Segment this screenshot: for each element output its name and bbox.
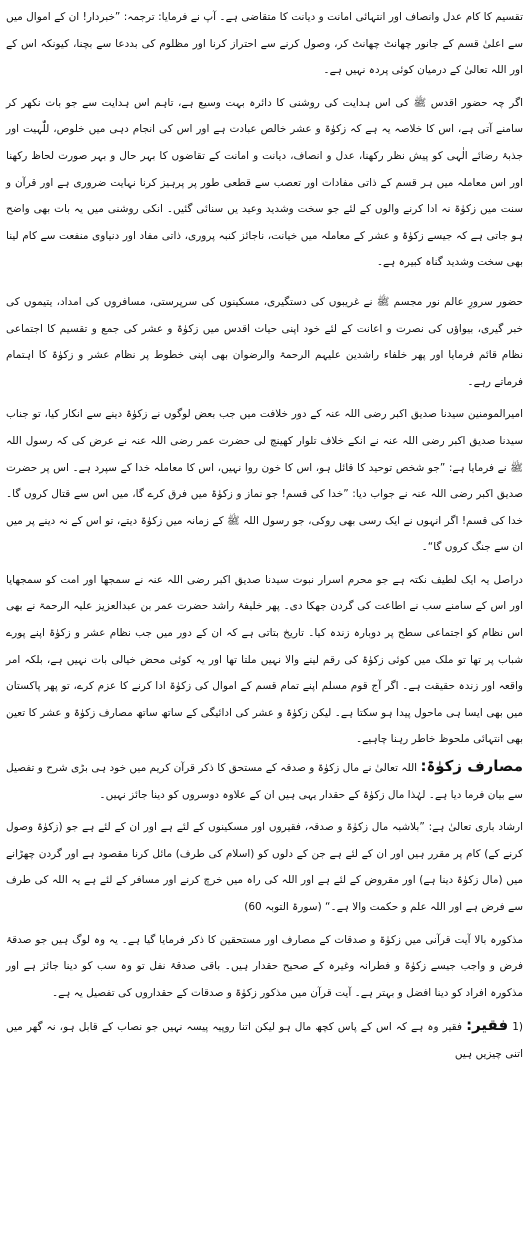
paragraph-guidance-summary: اگر چہ حضور اقدس ﷺ کی اس ہدایت کی روشنی کا دائرہ بہت وسیع ہے، تاہم اس ہدایت سے جو بات نکھر کر سامنے آتی ہے، اس کا خلاصہ یہ ہے کہ زکوٰۃ و عشر خالص عبادت ہے اور اس کی انجام دہی میں خلوص، للّٰہیت اور جذبۂ رضائے الٰہی کو پیش نظر رکھنا، عدل و انصاف، دیانت و امانت کے تقاضوں کا بہر حال و بہر صورت لحاظ رکھنا اور اس معاملہ میں ہر قسم کے ذاتی مفادات اور تعصب سے قطعی طور پر پرہیز کرنا نہایت ضروری ہے اور قرآن و سنت میں زکوٰۃ نہ ادا کرنے والوں کے لئے جو سخت وشدید وعید یں سنائی گئیں۔ انکی روشنی میں یہ بات بھی واضح ہو جاتی ہے کہ جیسے زکوٰۃ و عشر کے معاملہ میں خیانت، ناجائز کنبہ پروری، ذاتی مفاد اور دنیاوی منفعت سے کام لینا بھی سخت وشدید گناہ کبیرہ ہے۔ (6, 96, 523, 269)
paragraph-abu-bakr: امیرالمومنین سیدنا صدیق اکبر رضی اللہ عنہ کے دور خلافت میں جب بعض لوگوں نے زکوٰۃ دینے سے انکار کیا، تو جناب سیدنا صدیق اکبر رضی اللہ عنہ نے انکے خلاف تلوار کھینچ لی حضرت عمر رضی اللہ عنہ نے عرض کی کہ رسول اللہ ﷺ نے فرمایا ہے: ”جو شخص توحید کا قائل ہو، اس کا خون روا نہیں، اس کا معاملہ خدا کے سپرد ہے۔ اس پر حضرت صدیق اکبر رضی اللہ عنہ نے جواب دیا: ”خدا کی قسم! جو نماز و زکوٰۃ میں فرق کرے گا، میں اس سے قتال کروں گا۔ خدا کی قسم! اگر انہوں نے ایک رسی بھی روکی، جو رسول اللہ ﷺ کے زمانہ میں زکوٰۃ دیتے، تو اس کے نہ دینے پر میں ان سے جنگ کروں گا“۔ (6, 408, 523, 554)
list-number: 1) (512, 1021, 524, 1034)
paragraph-zakat-recipients (6, 753, 523, 808)
paragraph-prophet-system: حضور سرورِ عالم نور مجسم ﷺ نے غریبوں کی دستگیری، مسکینوں کی سرپرستی، مسافروں کی امداد، یتیموں کی خبر گیری، بیواؤں کی نصرت و اعانت کے لئے خود اپنی حیات اقدس میں زکوٰۃ و عشر کی جمع و تقسیم کا اجتماعی نظام قائم فرمایا اور پھر خلفاء راشدین علیہم الرحمۃ والرضوان بھی اپنی خطوط پر نظام عشر و زکوٰۃ کا اہتمام فرماتے رہے۔ (6, 295, 523, 388)
paragraph-quran-verse (6, 814, 523, 920)
paragraph-faqir-definition (6, 1012, 523, 1067)
verse-translation: ارشاد باری تعالیٰ ہے: ”بلاشبہ مال زکوٰۃ و صدقہ، فقیروں اور مسکینوں کے لئے ہے اور ان کے لئے ہے جو (زکوٰۃ وصول کرنے کے) کام پر مقرر ہیں اور ان کے لئے ہے جن کے دلوں کو (اسلام کی طرف) مائل کرنا مقصود ہے اور گردن چھڑانے میں (مال زکوٰۃ دینا ہے) اور مقروض کے لئے ہے اور اللہ کی راہ میں خرچ کرنے اور مسافر کے لئے ہے یہ اللہ کی طرف سے فرض ہے اور اللہ علم و حکمت والا ہے۔“ (6, 821, 523, 913)
spacer (6, 276, 523, 289)
paragraph-zakat-recipients-text: اللہ تعالیٰ نے مال زکوٰۃ و صدقہ کے مستحق کا ذکر قرآن کریم میں خود ہی بڑی شرح و تفصیل سے بیان فرما دیا ہے۔ لہٰذا مال زکوٰۃ کے حقدار یہی ہیں ان کے علاوہ دوسروں کو دینا جائز نہیں۔ (6, 762, 523, 801)
verse-reference: (سورۃ التوبہ 60) (244, 901, 322, 913)
faqir-definition-text: فقیر وہ ہے کہ اس کے پاس کچھ مال ہو لیکن اتنا روپیہ پیسہ نہیں جو نصاب کے قابل ہو، نہ گھر میں اتنی چیزیں ہیں (6, 1021, 523, 1060)
paragraph-verse-explanation: مذکورہ بالا آیت قرآنی میں زکوٰۃ و صدقات کے مصارف اور مستحقین کا ذکر فرمایا گیا ہے۔ یہ وہ لوگ ہیں جو صدقۂ فرض و واجب جیسے زکوٰۃ و فطرانہ وغیرہ کے صحیح حقدار ہیں۔ باقی صدقۂ نفل تو وہ سب کو دینا جائز ہے اور مذکورہ افراد کو دینا افضل و بہتر ہے۔ آیت قرآن میں مذکور زکوٰۃ و صدقات کے حقداروں کی تفصیل یہ ہے۔ (6, 933, 523, 999)
term-heading-faqir: فقیر: (466, 1016, 509, 1035)
section-heading-masarif: مصارف زکوٰۃ: (420, 757, 523, 776)
paragraph-distribution-justice: تقسیم کا کام عدل وانصاف اور انتہائی امانت و دیانت کا متقاضی ہے۔ آپ نے فرمایا: ترجمہ: ”خبردار! ان کے اموال میں سے اعلیٰ قسم کے جانور چھانٹ چھانٹ کر، وصول کرنے سے احتراز کرنا اور مظلوم کی بددعا سے بچنا، کیونکہ اس کے اور اللہ تعالیٰ کے درمیان کوئی پردہ نہیں ہے۔ (6, 11, 523, 77)
paragraph-subtle-point: دراصل یہ ایک لطیف نکتہ ہے جو محرم اسرار نبوت سیدنا صدیق اکبر رضی اللہ عنہ نے سمجھا اور امت کو سمجھایا اور اس کے سامنے سب نے اطاعت کی گردن جھکا دی۔ پھر خلیفۂ راشد حضرت عمر بن عبدالعزیز علیہ الرحمۃ نے بھی اس نظام کو اجتماعی سطح پر دوبارہ زندہ کیا۔ تاریخ بتاتی ہے کہ ان کے دور میں جب نظام عشر و زکوٰۃ اپنے پورے شباب پر تھا تو ملک میں کوئی زکوٰۃ کی رقم لینے والا نہیں ملتا تھا اور یہ کوئی محض خیالی بات نہیں ہے، بلکہ امر واقعہ اور زندہ حقیقت ہے۔ اگر آج قوم مسلم اپنے تمام قسم کے اموال کی زکوٰۃ ادا کرنے کا عزم کرے، تو پھر پاکستان میں بھی ایسا ہی ماحول پیدا ہو سکتا ہے۔ لیکن زکوٰۃ و عشر کی ادائیگی کے ساتھ ساتھ مصارف زکوٰۃ و عشر کا تعین بھی انتہائی ملحوظ خاطر رہنا چاہیے۔ (6, 573, 523, 746)
